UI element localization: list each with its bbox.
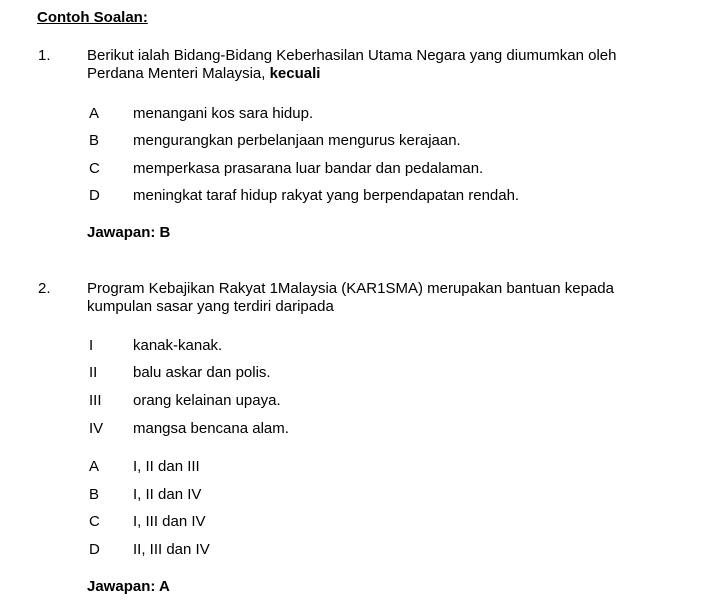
q2-option-b-label: B	[89, 486, 100, 503]
q1-option-c-label: C	[89, 160, 100, 177]
q2-statement-iii-text: orang kelainan upaya.	[133, 392, 281, 409]
q1-option-b-text: mengurangkan perbelanjaan mengurus kerajaan.	[133, 132, 461, 149]
q2-statement-ii-text: balu askar dan polis.	[133, 364, 271, 381]
question-2-number: 2.	[38, 280, 51, 297]
q2-statement-i-text: kanak-kanak.	[133, 337, 223, 354]
q2-statement-iv-label: IV	[89, 420, 104, 437]
q1-option-c-text: memperkasa prasarana luar bandar dan pedalaman.	[133, 160, 484, 177]
q2-option-a-text: I, II dan III	[133, 458, 200, 475]
question-1-text-line2	[87, 65, 687, 83]
q2-option-a-label: A	[89, 458, 100, 475]
q1-option-d-text: meningkat taraf hidup rakyat yang berpendapatan rendah.	[133, 187, 520, 204]
section-heading: Contoh Soalan:	[37, 9, 148, 26]
q2-option-c-text: I, III dan IV	[133, 513, 206, 530]
q2-option-d-text: II, III dan IV	[133, 541, 210, 558]
q1-option-a-text: menangani kos sara hidup.	[133, 105, 314, 122]
q1-option-b-label: B	[89, 132, 100, 149]
question-1-text-line1: Berikut ialah Bidang-Bidang Keberhasilan Utama Negara yang diumumkan oleh	[87, 47, 617, 64]
q2-option-b-text: I, II dan IV	[133, 486, 202, 503]
q2-statement-iii-label: III	[89, 392, 102, 409]
q2-statement-i-label: I	[89, 337, 94, 354]
question-2-text	[87, 280, 687, 316]
q2-option-c-label: C	[89, 513, 100, 530]
question-1-answer: Jawapan: B	[87, 224, 171, 241]
question-2-text-line1: Program Kebajikan Rakyat 1Malaysia (KAR1SMA) merupakan bantuan kepada	[87, 280, 614, 297]
q1-option-a-label: A	[89, 105, 100, 122]
question-1-text	[87, 47, 687, 83]
q2-statement-ii-label: II	[89, 364, 98, 381]
question-1-number: 1.	[38, 47, 51, 64]
question-1-emphasis: kecuali	[269, 65, 321, 82]
q2-statement-iv-text: mangsa bencana alam.	[133, 420, 289, 437]
question-2-answer: Jawapan: A	[87, 578, 170, 595]
q2-option-d-label: D	[89, 541, 100, 558]
question-2-text-line2: kumpulan sasar yang terdiri daripada	[87, 298, 334, 315]
q1-option-d-label: D	[89, 187, 100, 204]
question-1-text-line2-main: Perdana Menteri Malaysia,	[87, 65, 266, 82]
